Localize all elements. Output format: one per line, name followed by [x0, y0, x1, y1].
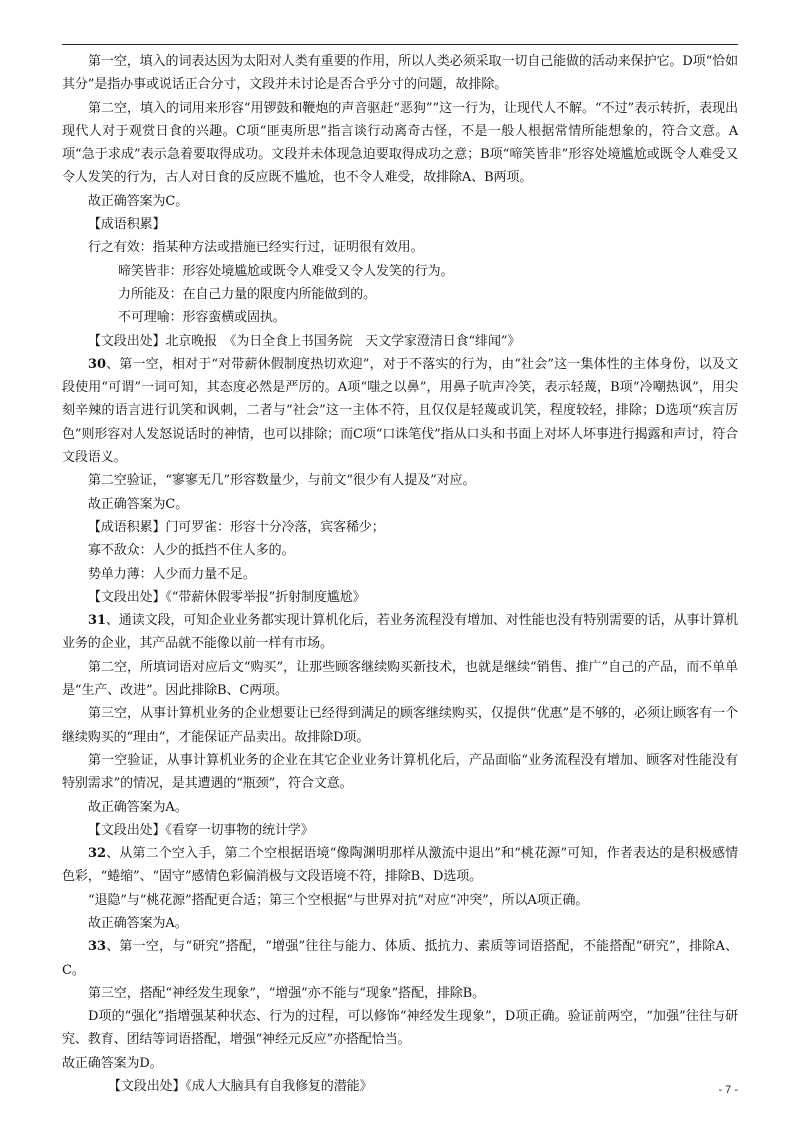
paragraph-text: “退隐”与“桃花源”搭配更合适；第三个空根据“与世界对抗”对应“冲突”，所以A项正确。 [88, 892, 589, 908]
paragraph-text: D项的“强化”指增强某种状态、行为的过程，可以修饰“神经发生现象”，D项正确。验证前两空，“加强”往往与研究、教育、团结等词语搭配，增强“神经元反应”亦搭配恰当。 [62, 1009, 738, 1048]
paragraph [62, 190, 738, 213]
paragraph [62, 1075, 738, 1098]
paragraph-text: 故正确答案为C。 [88, 496, 189, 512]
paragraph [62, 213, 738, 236]
paragraph [62, 353, 738, 469]
paragraph [62, 656, 738, 703]
header-rule [62, 44, 738, 45]
paragraph-text: 第二空，填入的词用来形容“用锣鼓和鞭炮的声音驱赶“恶狗””这一行为，让现代人不解。“不过”表示转折，表现出现代人对于观赏日食的兴趣。C项“匪夷所思”指言谈行动离奇古怪，不是一般人根据常情所能想象的，符合文意。A项“急于求成”表示急着要取得成功。文段并未体现急迫要取得成功之意；B项“啼笑皆非”形容处境尴尬或既令人难受又令人发笑的行为，古人对日食的反应既不尴尬，也不令人难受，故排除A、B两项。 [62, 100, 738, 186]
paragraph [62, 586, 738, 609]
paragraph [62, 609, 738, 656]
paragraph-text: 第三空，搭配“神经发生现象”，“增强”亦不能与“现象”搭配，排除B。 [88, 985, 486, 1001]
paragraph [62, 842, 738, 889]
question-number: 30 [88, 356, 106, 372]
paragraph [62, 935, 738, 982]
paragraph [62, 912, 738, 935]
paragraph-text: 、从第二个空入手，第二个空根据语境“像陶渊明那样从激流中退出”和“桃花源”可知，作者表达的是积极感情色彩，“蜷缩”、“固守”感情色彩偏消极与文段语境不符，排除B、D选项。 [62, 846, 738, 885]
paragraph-text: 第二空，所填词语对应后文“购买”，让那些顾客继续购买新技术，也就是继续“销售、推广”自己的产品，而不单单是“生产、改进”。因此排除B、C两项。 [62, 659, 738, 699]
paragraph [62, 469, 738, 492]
paragraph-text: 寡不敌众：人少的抵挡不住人多的。 [88, 543, 295, 559]
paragraph [62, 702, 738, 749]
paragraph [62, 283, 738, 306]
page-number: - 7 - [718, 1084, 738, 1096]
paragraph-text: 第一空，填入的词表达因为太阳对人类有重要的作用，所以人类必须采取一切自己能做的活动来保护它。D项“恰如其分”是指办事或说话正合分寸，文段并未讨论是否合乎分寸的问题，故排除。 [62, 54, 738, 93]
question-number: 32 [88, 846, 106, 862]
paragraph-text: 故正确答案为C。 [88, 193, 189, 209]
paragraph [62, 889, 738, 912]
paragraph-text: 【文段出处】北京晚报 《为日全食上书国务院 天文学家澄清日食“绯闻”》 [88, 333, 521, 349]
document-body [62, 50, 738, 1098]
paragraph [62, 260, 738, 283]
paragraph [62, 50, 738, 97]
paragraph-text: 【文段出处】《看穿一切事物的统计学》 [88, 822, 314, 838]
paragraph [62, 819, 738, 842]
paragraph-text: 第二空验证，“寥寥无几”形容数量少，与前文“很少有人提及”对应。 [88, 473, 476, 489]
paragraph [62, 1005, 738, 1052]
paragraph-text: 【成语积累】 [88, 217, 166, 233]
paragraph-text: 【文段出处】《成人大脑具有自我修复的潜能》 [108, 1079, 373, 1095]
paragraph-text: 第一空验证，从事计算机业务的企业在其它企业业务计算机化后，产品面临“业务流程没有增加、顾客对性能没有特别需求”的情况，是其遭遇的“瓶颈”，符合文意。 [62, 752, 738, 792]
paragraph-text: 行之有效：指某种方法或措施已经实行过，证明很有效用。 [88, 240, 424, 256]
paragraph [62, 563, 738, 586]
paragraph-text: 啼笑皆非：形容处境尴尬或既令人难受又令人发笑的行为。 [118, 263, 454, 279]
paragraph [62, 749, 738, 796]
paragraph [62, 97, 738, 190]
paragraph-text: 故正确答案为D。 [62, 1055, 163, 1071]
paragraph-text: 故正确答案为A。 [88, 915, 188, 931]
paragraph-text: 不可理喻：形容蛮横或固执。 [118, 310, 286, 326]
paragraph [62, 796, 738, 819]
question-number: 31 [88, 613, 106, 629]
paragraph [62, 330, 738, 353]
paragraph [62, 982, 738, 1005]
paragraph-text: 力所能及：在自己力量的限度内所能做到的。 [118, 286, 377, 302]
paragraph-text: 故正确答案为A。 [88, 799, 188, 815]
paragraph-text: 、通读文段，可知企业业务都实现计算机化后，若业务流程没有增加、对性能也没有特别需要的话，从事计算机业务的企业，其产品就不能像以前一样有市场。 [62, 613, 739, 652]
paragraph-text: 第三空，从事计算机业务的企业想要让已经得到满足的顾客继续购买，仅提供“优惠”是不够的，必须让顾客有一个继续购买的“理由”，才能保证产品卖出。故排除D项。 [62, 706, 738, 745]
question-number: 33 [88, 939, 106, 955]
paragraph [62, 516, 738, 539]
paragraph [62, 539, 738, 562]
paragraph-text: 、第一空，相对于“对带薪休假制度热切欢迎”，对于不落实的行为，由“社会”这一集体性的主体身份，以及文段使用“可谓”一词可知，其态度必然是严厉的。A项“嗤之以鼻”，用鼻子吭声冷笑，表示轻蔑，B项“冷嘲热讽”，用尖刻辛辣的语言进行讥笑和讽刺，二者与“社会”这一主体不符，且仅仅是轻蔑或讥笑，程度较轻，排除；D选项“疾言厉色”则形容对人发怒说话时的神情，也可以排除；而C项“口诛笔伐”指从口头和书面上对坏人坏事进行揭露和声讨，符合文段语义。 [62, 356, 738, 466]
paragraph-text: 【成语积累】门可罗雀：形容十分冷落，宾客稀少； [88, 519, 385, 535]
paragraph [62, 1052, 738, 1075]
paragraph [62, 493, 738, 516]
paragraph-text: 、第一空，与“研究”搭配，“增强”往往与能力、体质、抵抗力、素质等词语搭配，不能搭配“研究”，排除A、C。 [62, 939, 738, 978]
paragraph [62, 306, 738, 329]
paragraph [62, 236, 738, 259]
paragraph-text: 势单力薄：人少而力量不足。 [88, 566, 256, 582]
paragraph-text: 【文段出处】《“带薪休假零举报”折射制度尴尬》 [88, 589, 366, 605]
